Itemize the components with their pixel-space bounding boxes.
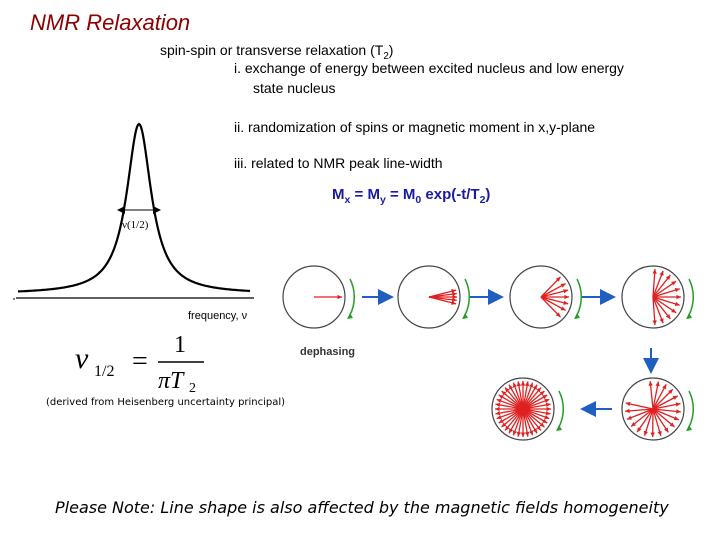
homogeneity-note: Please Note: Line shape is also affected by the magnetic fields homogeneity (55, 498, 669, 517)
point-1-line-1: i. exchange of energy between excited nucleus and low energy (234, 60, 624, 76)
formula-eq1: = M (350, 186, 380, 203)
rotation-arrow-4-head (686, 313, 692, 319)
point-2: ii. randomization of spins or magnetic moment in x,y-plane (234, 119, 596, 135)
rotation-arrow-5 (689, 391, 693, 427)
subtitle-close: ) (388, 42, 394, 58)
rotation-arrow-3-head (574, 313, 580, 319)
halfwidth-label: ν(1/2) (122, 219, 149, 231)
rotation-arrow-1 (350, 279, 354, 315)
formula-x-sub: x (344, 194, 351, 206)
formula-0-sub: 0 (415, 194, 422, 206)
subtitle-text: spin-spin or transverse relaxation (T (160, 42, 384, 58)
slide-title: NMR Relaxation (30, 10, 191, 35)
eq-equals: = (132, 346, 148, 377)
rotation-arrow-4 (689, 279, 693, 315)
rotation-arrow-5-head (686, 425, 692, 431)
formula-exp: exp(-t/T (421, 186, 480, 203)
lorentzian-peak (18, 124, 250, 291)
formula-mx: M (332, 186, 345, 203)
formula-t2-sub: 2 (479, 194, 486, 206)
eq-denominator: πT (158, 368, 184, 394)
eq-numerator: 1 (174, 332, 186, 358)
subtitle-subscript: 2 (383, 50, 389, 62)
point-1-line-2: state nucleus (253, 80, 336, 96)
formula-eq2: = M (385, 186, 416, 203)
rotation-arrow-6-head (556, 425, 562, 431)
eq-denominator-sub: 2 (189, 381, 196, 396)
rotation-arrow-2-head (462, 313, 468, 319)
dephasing-label: dephasing (300, 346, 356, 358)
frequency-label: frequency, ν (188, 310, 248, 322)
eq-nu-sub: 1/2 (94, 363, 115, 380)
linewidth-equation (75, 332, 204, 396)
rotation-arrow-6 (559, 391, 563, 427)
formula-close: ) (485, 186, 491, 203)
rotation-arrow-1-head (347, 313, 353, 319)
rotation-arrow-3 (577, 279, 581, 315)
eq-nu: ν (75, 342, 89, 375)
formula-y-sub: y (379, 194, 386, 206)
point-3: iii. related to NMR peak line-width (234, 155, 443, 171)
rotation-arrow-2 (465, 279, 469, 315)
derived-note: (derived from Heisenberg uncertainty principal) (46, 397, 286, 408)
